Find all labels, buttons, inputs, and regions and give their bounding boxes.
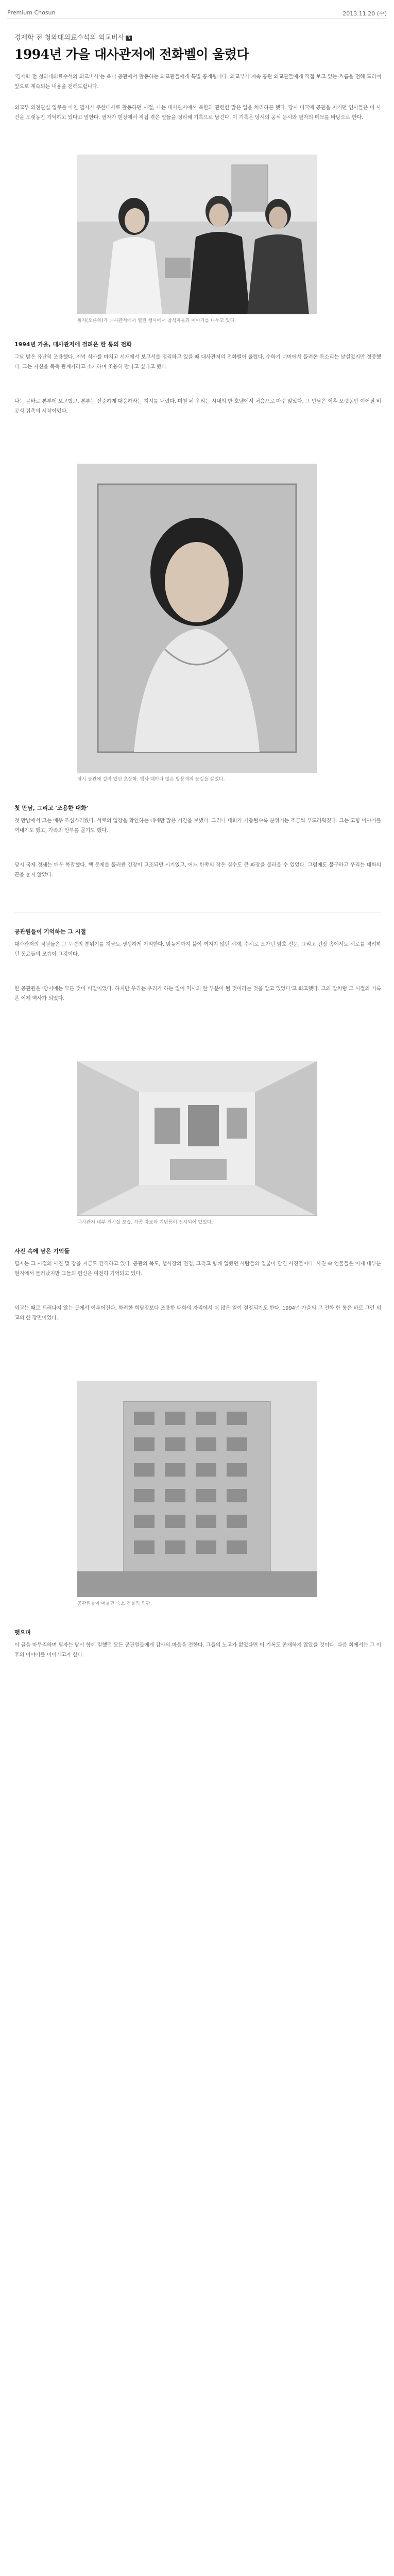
reception-photo-graphic: [77, 155, 317, 314]
publication-name: Premium Chosun: [7, 9, 56, 16]
article-title: 1994년 가을 대사관저에 전화벨이 울렸다: [14, 47, 249, 62]
intro-paragraph: '경제학 전 청와대의료수석의 외교비사'는 북미 공관에서 활동하는 외교관들에게 특별 공개됩니다. 외교부가 계속 공관 외교관들에게 직접 보고 있는 흐름을 전해 드리며 앞으로 계속되는 내용을 전해드립니다.: [14, 74, 381, 90]
section-heading: 1994년 가을, 대사관저에 걸려온 한 통의 전화: [14, 341, 132, 348]
body-paragraph: 한 공관원은 '당시에는 모든 것이 비밀이었다. 하지만 우리는 우리가 하는 일이 역사의 한 부분이 될 것이라는 것을 알고 있었다'고 회고했다. 그의 말처럼 그 시절의 기록은 이제 역사가 되었다.: [14, 986, 381, 1002]
portrait-photo-graphic: [77, 464, 317, 773]
photo-caption: 필자(오른쪽)가 대사관저에서 열린 행사에서 참석자들과 이야기를 나누고 있다.: [77, 318, 236, 324]
body-paragraph: 그날 밤은 유난히 조용했다. 저녁 식사를 마치고 서재에서 보고서를 정리하고 있을 때 대사관저의 전화벨이 울렸다. 수화기 너머에서 들려온 목소리는 낯설었지만 정중했다. 그는 자신을 북측 관계자라고 소개하며 조용히 만나고 싶다고 했다.: [14, 354, 381, 370]
body-paragraph: 첫 만남에서 그는 매우 조심스러웠다. 서로의 입장을 확인하는 데에만 많은 시간을 보냈다. 그러나 대화가 거듭될수록 분위기는 조금씩 부드러워졌다. 그는 고향 이야기를 꺼내기도 했고, 가족의 안부를 묻기도 했다.: [14, 818, 381, 834]
series-number-badge: 5: [126, 36, 132, 41]
kicker-text: 경제학 전 청와대의료수석의 외교비사: [14, 34, 125, 42]
building-photo-graphic: [77, 1381, 317, 1597]
body-paragraph: 당시 국제 정세는 매우 복잡했다. 핵 문제를 둘러싼 긴장이 고조되던 시기였고, 어느 한쪽의 작은 실수도 큰 파장을 불러올 수 있었다. 그럼에도 불구하고 우리는 대화의 끈을 놓지 않았다.: [14, 862, 381, 878]
body-paragraph: 이 글을 마무리하며 필자는 당시 함께 일했던 모든 공관원들에게 감사의 마음을 전한다. 그들의 노고가 없었다면 이 기록도 존재하지 않았을 것이다. 다음 회에서는 그 이후의 이야기를 이어가고자 한다.: [14, 1642, 381, 1658]
portrait-photo: [77, 464, 317, 773]
body-paragraph: 필자는 그 시절의 사진 몇 장을 지금도 간직하고 있다. 공관의 복도, 행사장의 전경, 그리고 함께 일했던 사람들의 얼굴이 담긴 사진들이다. 사진 속 인물들은 이제 대부분 현직에서 물러났지만 그들의 헌신은 여전히 기억되고 있다.: [14, 1261, 381, 1277]
body-paragraph: 대사관저의 직원들은 그 무렵의 분위기를 지금도 생생하게 기억한다. 밤늦게까지 불이 꺼지지 않던 서재, 수시로 오가던 암호 전문, 그리고 긴장 속에서도 서로를 격려하던 동료들의 모습이 그것이다.: [14, 942, 381, 957]
section-heading: 사진 속에 남은 기억들: [14, 1248, 70, 1255]
page-header: [7, 7, 387, 19]
intro-paragraph: 외교부 의전관실 업무를 마친 필자가 주한대사로 활동하던 시절, 나는 대사관저에서 북한과 관련한 많은 일을 처리하곤 했다. 당시 미국에 공관을 지키던 인사들은 이 사건을 오랫동안 기억하고 있다고 말한다. 필자가 현장에서 직접 겪은 일들을 정리해 기록으로 남긴다. 이 기록은 당시의 공식 문서와 필자의 메모를 바탕으로 한다.: [14, 105, 381, 121]
body-paragraph: 나는 곧바로 본부에 보고했고, 본부는 신중하게 대응하라는 지시를 내렸다. 며칠 뒤 우리는 시내의 한 호텔에서 처음으로 마주 앉았다. 그 만남은 이후 오랫동안 이어질 비공식 접촉의 시작이었다.: [14, 399, 381, 414]
photo-caption: 대사관저 내부 전시실 모습. 각종 자료와 기념품이 전시되어 있었다.: [77, 1220, 213, 1225]
photo-caption: 공관원들이 머물던 숙소 건물의 외관.: [77, 1601, 152, 1606]
building-photo: [77, 1381, 317, 1597]
reception-photo: [77, 155, 317, 314]
section-heading: 첫 만남, 그리고 '조용한 대화': [14, 805, 89, 811]
exhibition-photo: [77, 1061, 317, 1216]
photo-caption: 당시 공관에 걸려 있던 초상화. 행사 때마다 많은 방문객의 눈길을 끌었다.: [77, 777, 225, 782]
section-heading: 맺으며: [14, 1629, 31, 1636]
article-kicker: [14, 32, 132, 42]
section-heading: 공관원들이 기억하는 그 시절: [14, 928, 86, 935]
exhibition-photo-graphic: [77, 1061, 317, 1216]
publish-date: 2013.11.20 (수): [342, 10, 387, 17]
body-paragraph: 외교는 때로 드러나지 않는 곳에서 이루어진다. 화려한 회담장보다 조용한 대화의 자리에서 더 많은 일이 결정되기도 한다. 1994년 가을의 그 전화 한 통은 바로 그런 외교의 한 장면이었다.: [14, 1306, 381, 1321]
